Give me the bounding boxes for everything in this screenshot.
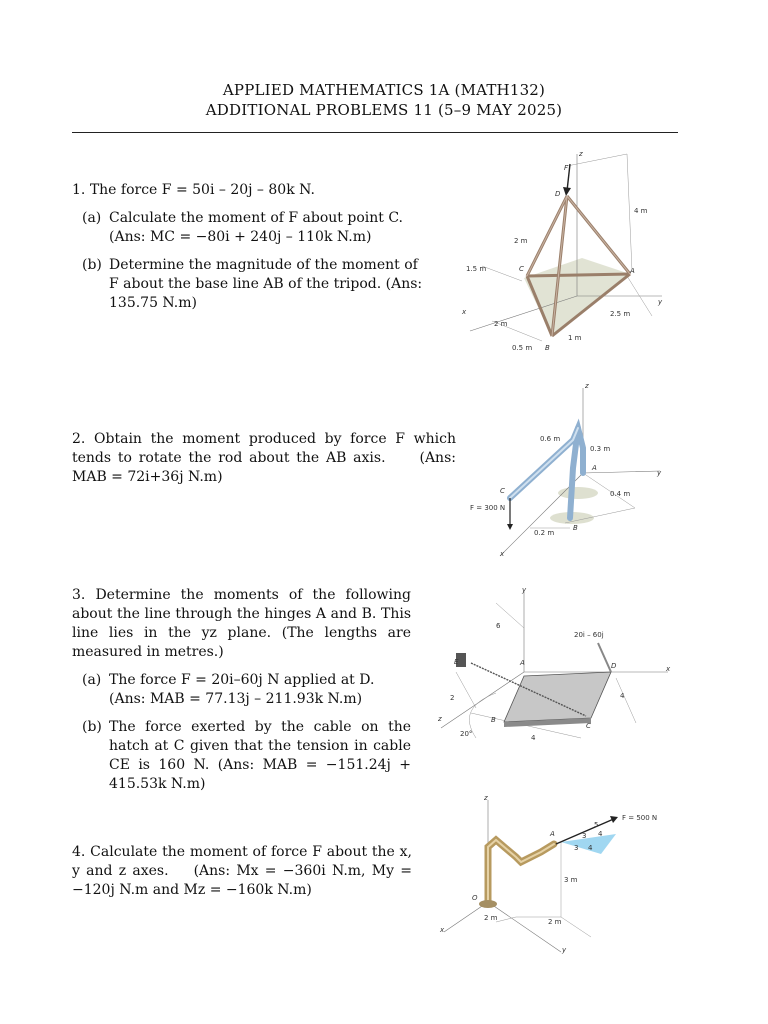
fig2-z: z (585, 382, 589, 390)
problem-3-statement: 3. Determine the moments of the following about the line through the hinges A and B. This line lies in the yz plane. (The lengths are measured in metres.) (72, 587, 411, 660)
fig4-dim-2m-a: 2 m (484, 914, 498, 922)
fig2-dim-0-2m: 0.2 m (534, 529, 555, 537)
fig1-dim-2m-b: 2 m (494, 320, 508, 328)
fig3-dim-2: 2 (450, 694, 455, 702)
fig2-C: C (500, 487, 505, 495)
page-header (0, 80, 768, 120)
fig1-z: z (579, 150, 583, 158)
problem-2-statement: 2. Obtain the moment produced by force F which tends to rotate the rod about the AB axis. (Ans: MAB = 72i+36j N.m) (72, 431, 457, 485)
fig2-dim-0-6m: 0.6 m (540, 435, 561, 443)
problem-4-statement: 4. Calculate the moment of force F about the x, y and z axes. (Ans: Mx = −360i N.m, My = −120j N.m and Mz = −160k N.m) (72, 844, 412, 898)
fig3-E: E (454, 658, 459, 666)
fig3-D: D (611, 662, 617, 670)
fig1-dim-2m-a: 2 m (514, 237, 528, 245)
fig3-dim-4b: 4 (620, 692, 625, 700)
header-divider (72, 132, 678, 133)
fig4-ratio-4: 4 (598, 830, 603, 838)
course-title: APPLIED MATHEMATICS 1A (MATH132) (222, 81, 546, 99)
fig4-y: y (562, 946, 567, 954)
fig1-y: y (658, 298, 663, 306)
problem-3b: (b) The force exerted by the cable on the hatch at C given that the tension in cable CE is 160 N. (Ans: MAB = −151.24j + 415.53k N.m) (82, 719, 411, 792)
fig3-force: 20i – 60j (574, 631, 604, 639)
problem-1a: (a) Calculate the moment of F about point C. (Ans: MC = −80i + 240j – 110k N.m) (82, 210, 403, 245)
fig1-B: B (545, 344, 550, 352)
fig4-ratio-3: 3 (582, 832, 587, 840)
fig3-B: B (491, 716, 496, 724)
fig4-dim-2m-b: 2 m (548, 918, 562, 926)
fig3-y: y (522, 588, 527, 594)
sheet-title: ADDITIONAL PROBLEMS 11 (5–9 MAY 2025) (205, 101, 563, 119)
fig1-x: x (462, 308, 467, 316)
fig4-A: A (550, 830, 555, 838)
fig1-dim-1m: 1 m (568, 334, 582, 342)
fig3-dim-6: 6 (496, 622, 501, 630)
problem-4 (72, 843, 412, 900)
fig1-D: D (555, 190, 561, 198)
fig3-z: z (438, 715, 442, 723)
fig1-dim-2-5m: 2.5 m (610, 310, 631, 318)
figure-tripod (452, 146, 672, 356)
fig4-x: x (440, 926, 445, 934)
fig1-dim-0-5m: 0.5 m (512, 344, 533, 352)
fig1-dim-1-5m: 1.5 m (466, 265, 487, 273)
fig4-force: F = 500 N (622, 814, 658, 822)
figure-hatch (436, 588, 672, 764)
problem-3 (72, 586, 411, 794)
fig3-C: C (586, 722, 591, 730)
fig1-A: A (630, 267, 635, 275)
figure-pipe (436, 792, 670, 956)
fig2-dim-0-3m: 0.3 m (590, 445, 611, 453)
fig3-x: x (666, 665, 671, 673)
fig4-O: O (472, 894, 478, 902)
problem-3a: (a) The force F = 20i–60j N applied at D. (Ans: MAB = 77.13j – 211.93k N.m) (82, 672, 375, 707)
problem-2 (72, 430, 456, 487)
fig2-force: F = 300 N (470, 504, 506, 512)
fig3-A: A (520, 659, 525, 667)
figure-rod (470, 378, 670, 558)
problem-1-statement: 1. The force F = 50i – 20j – 80k N. (72, 182, 315, 198)
fig2-y: y (657, 469, 662, 477)
problem-1b: (b) Determine the magnitude of the moment of F about the base line AB of the tripod. (Ans: 135.75 N.m) (82, 257, 423, 311)
fig4-dim-3m: 3 m (564, 876, 578, 884)
fig1-dim-4m: 4 m (634, 207, 648, 215)
fig4-z: z (484, 794, 488, 802)
fig2-x: x (500, 550, 505, 558)
fig3-dim-4a: 4 (531, 734, 536, 742)
fig1-C: C (519, 265, 524, 273)
fig3-angle: 20° (460, 730, 473, 738)
fig1-F: F (564, 164, 569, 172)
fig2-A: A (592, 464, 597, 472)
fig2-dim-0-4m: 0.4 m (610, 490, 631, 498)
fig4-ratio-3b: 3 (574, 844, 579, 852)
fig4-ratio-5: 5 (594, 821, 599, 829)
fig2-B: B (573, 524, 578, 532)
fig4-ratio-4b: 4 (588, 844, 593, 852)
problem-1 (72, 181, 424, 313)
